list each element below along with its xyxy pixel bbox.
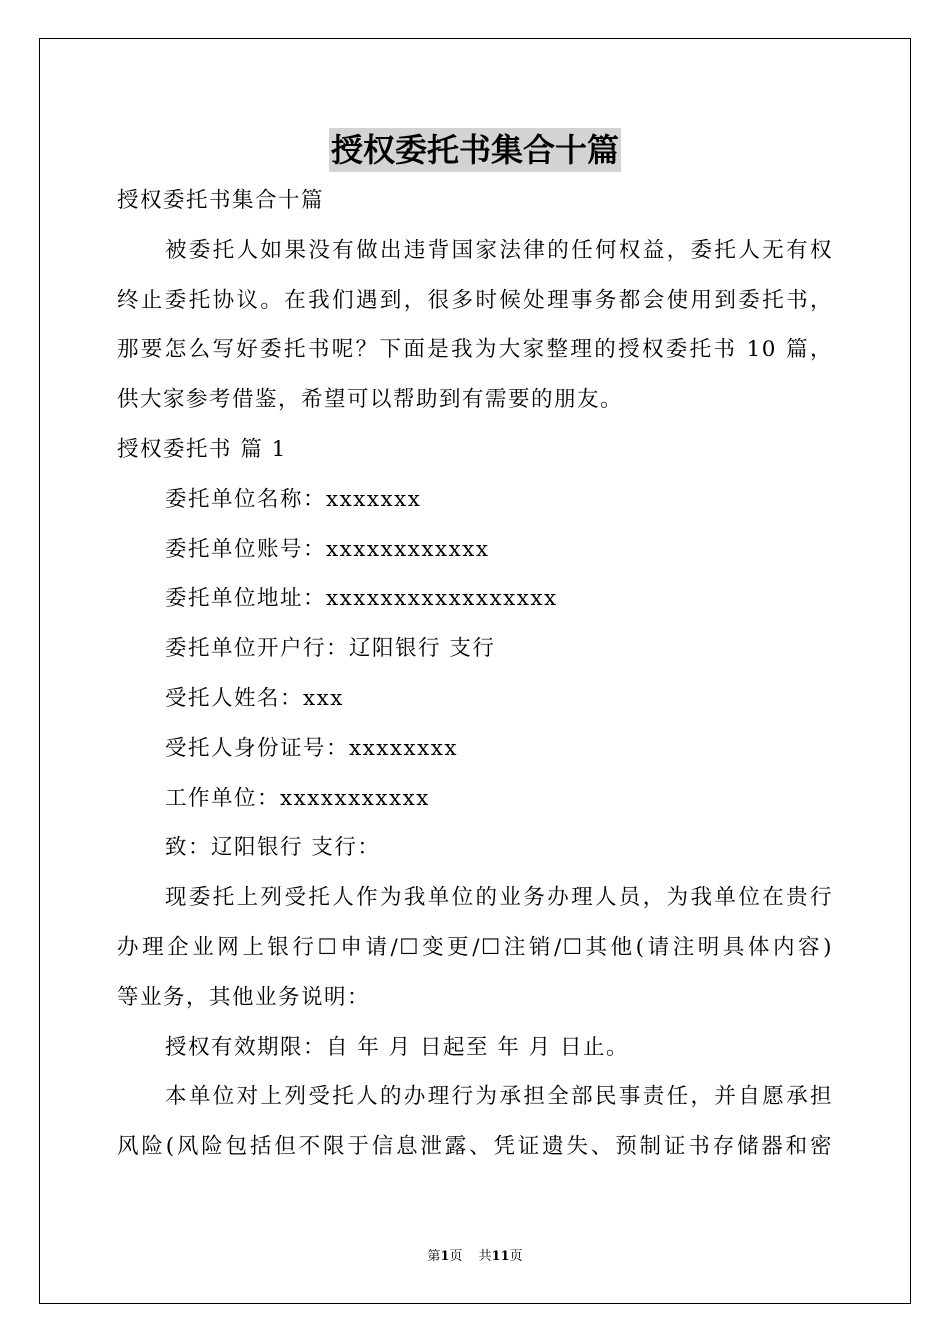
total-suffix: 页 <box>509 1249 523 1264</box>
paragraph-line: 办理企业网上银行☐申请/☐变更/☐注销/☐其他(请注明具体内容) <box>117 934 833 960</box>
page-number: 1 <box>440 1249 450 1264</box>
paragraph-line: 本单位对上列受托人的办理行为承担全部民事责任，并自愿承担 <box>165 1084 833 1110</box>
total-pages: 11 <box>491 1249 510 1264</box>
field-entrusting-unit-bank: 委托单位开户行：辽阳银行 支行 <box>165 636 496 662</box>
document-body <box>117 176 833 1172</box>
addressee-line: 致：辽阳银行 支行： <box>165 835 381 861</box>
validity-period-line: 授权有效期限：自 年 月 日起至 年 月 日止。 <box>165 1034 630 1060</box>
field-entrusting-unit-name: 委托单位名称：xxxxxxx <box>165 486 422 512</box>
paragraph-line: 那要怎么写好委托书呢？下面是我为大家整理的授权委托书 10 篇， <box>117 337 833 363</box>
field-entrusting-unit-address: 委托单位地址：xxxxxxxxxxxxxxxxx <box>165 586 558 612</box>
field-entrusting-unit-account: 委托单位账号：xxxxxxxxxxxx <box>165 536 490 562</box>
section-heading: 授权委托书 篇 1 <box>117 436 287 462</box>
page-prefix: 第 <box>427 1249 441 1264</box>
paragraph-line: 终止委托协议。在我们遇到，很多时候处理事务都会使用到委托书， <box>117 287 833 313</box>
total-prefix: 共 <box>478 1249 492 1264</box>
paragraph-line: 风险(风险包括但不限于信息泄露、凭证遗失、预制证书存储器和密 <box>117 1134 833 1160</box>
paragraph-line: 现委托上列受托人作为我单位的业务办理人员，为我单位在贵行 <box>165 885 833 911</box>
title-container <box>0 128 950 172</box>
page-footer <box>0 1248 950 1266</box>
document-title: 授权委托书集合十篇 <box>329 128 621 172</box>
field-work-unit: 工作单位：xxxxxxxxxxx <box>165 785 430 811</box>
field-trustee-name: 受托人姓名：xxx <box>165 685 344 711</box>
paragraph-line: 被委托人如果没有做出违背国家法律的任何权益，委托人无有权 <box>165 237 833 263</box>
paragraph-line: 等业务，其他业务说明： <box>117 984 371 1010</box>
subtitle-line: 授权委托书集合十篇 <box>117 188 325 213</box>
field-trustee-id-number: 受托人身份证号：xxxxxxxx <box>165 735 459 761</box>
page-suffix: 页 <box>449 1249 463 1264</box>
paragraph-line: 供大家参考借鉴，希望可以帮助到有需要的朋友。 <box>117 387 624 413</box>
